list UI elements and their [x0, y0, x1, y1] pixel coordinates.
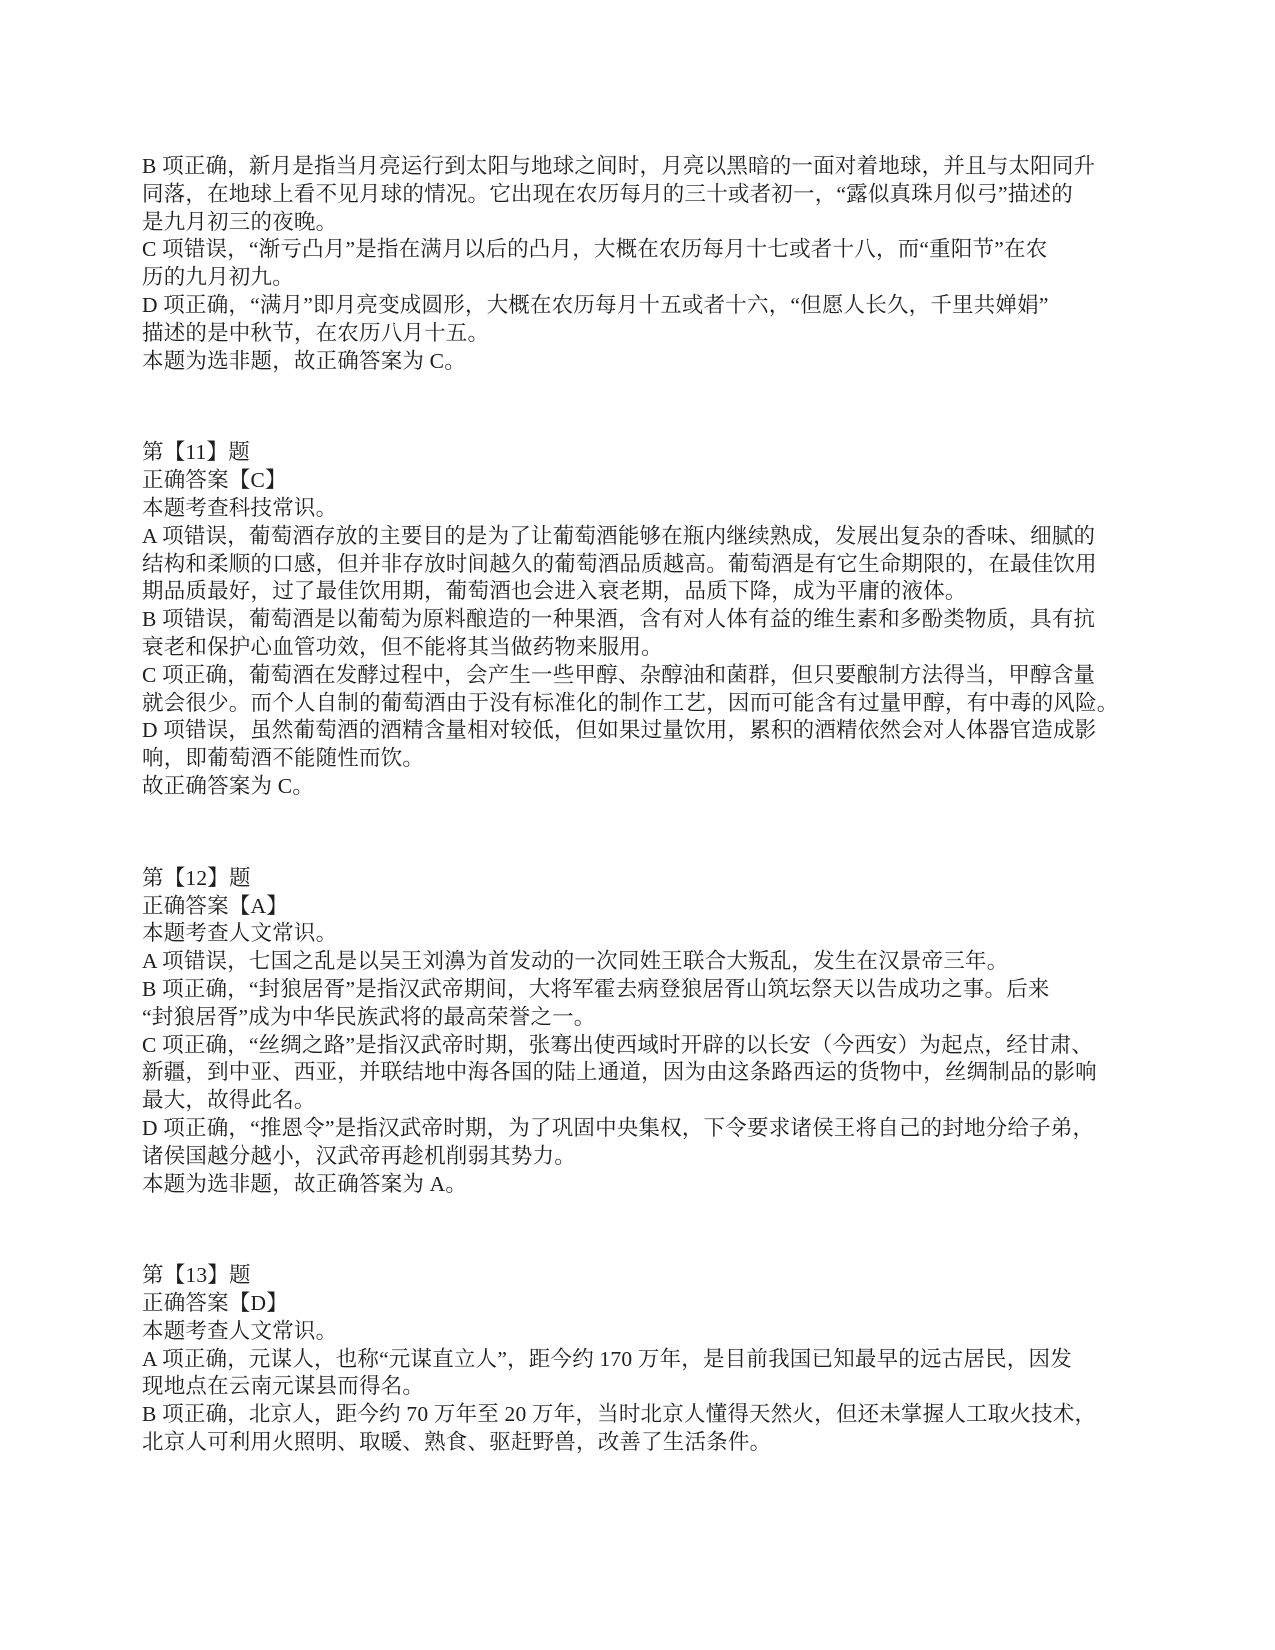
correct-answer-line: 正确答案【D】: [142, 1291, 288, 1316]
text-line: 衰老和保护心血管功效，但不能将其当做药物来服用。: [142, 634, 663, 659]
text-line: 是九月初三的夜晚。: [142, 209, 338, 234]
text-line: B 项错误，葡萄酒是以葡萄为原料酿造的一种果酒，含有对人体有益的维生素和多酚类物质，具有抗: [142, 607, 1096, 632]
answer-explanations: [142, 153, 1195, 1457]
text-line: 就会很少。而个人自制的葡萄酒由于没有标准化的制作工艺，因而可能含有过量甲醇，有中毒的风险。: [142, 690, 1119, 715]
text-line: 本题为选非题，故正确答案为 C。: [142, 348, 466, 373]
text-line: B 项正确，“封狼居胥”是指汉武帝期间，大将军霍去病登狼居胥山筑坛祭天以告成功之事。后来: [142, 976, 1050, 1001]
question-heading: 第【12】题: [142, 865, 251, 890]
text-line: “封狼居胥”成为中华民族武将的最高荣誉之一。: [142, 1004, 596, 1029]
answer-section: [142, 865, 1195, 1199]
text-line: D 项正确，“满月”即月亮变成圆形，大概在农历每月十五或者十六，“但愿人长久，千里共婵娟”: [142, 292, 1049, 317]
topic-line: 本题考查人文常识。: [142, 1318, 338, 1343]
text-line: 诸侯国越分越小，汉武帝再趁机削弱其势力。: [142, 1143, 577, 1168]
text-line: 同落，在地球上看不见月球的情况。它出现在农历每月的三十或者初一，“露似真珠月似弓”描述的: [142, 181, 1073, 206]
text-line: 新疆，到中亚、西亚，并联结地中海各国的陆上通道，因为由这条路西运的货物中，丝绸制品的影响: [142, 1060, 1097, 1085]
topic-line: 本题考查科技常识。: [142, 495, 338, 520]
text-line: C 项错误，“渐亏凸月”是指在满月以后的凸月，大概在农历每月十七或者十八，而“重阳节”在农: [142, 237, 1048, 262]
text-line: A 项正确，元谋人，也称“元谋直立人”，距今约 170 万年，是目前我国已知最早的远古居民，因发: [142, 1346, 1072, 1371]
answer-section: [142, 153, 1195, 375]
text-line: 故正确答案为 C。: [142, 773, 315, 798]
text-line: A 项错误，七国之乱是以吴王刘濞为首发动的一次同姓王联合大叛乱，发生在汉景帝三年。: [142, 949, 1009, 974]
answer-section: [142, 439, 1195, 800]
correct-answer-line: 正确答案【A】: [142, 893, 288, 918]
text-line: D 项错误，虽然葡萄酒的酒精含量相对较低，但如果过量饮用，累积的酒精依然会对人体器官造成影: [142, 718, 1097, 743]
text-line: D 项正确，“推恩令”是指汉武帝时期，为了巩固中央集权，下令要求诸侯王将自己的封地分给子弟，: [142, 1115, 1095, 1140]
text-line: B 项正确，新月是指当月亮运行到太阳与地球之间时，月亮以黑暗的一面对着地球，并且与太阳同升: [142, 154, 1096, 178]
correct-answer-line: 正确答案【C】: [142, 468, 287, 493]
text-line: 最大，故得此名。: [142, 1088, 316, 1113]
text-line: C 项正确，“丝绸之路”是指汉武帝时期，张骞出使西域时开辟的以长安（今西安）为起点，经甘肃、: [142, 1032, 1094, 1057]
text-line: B 项正确，北京人，距今约 70 万年至 20 万年，当时北京人懂得天然火，但还未掌握人工取火技术，: [142, 1402, 1097, 1427]
text-line: 北京人可利用火照明、取暖、熟食、驱赶野兽，改善了生活条件。: [142, 1430, 772, 1455]
text-line: A 项错误，葡萄酒存放的主要目的是为了让葡萄酒能够在瓶内继续熟成，发展出复杂的香味、细腻的: [142, 523, 1096, 548]
text-line: 结构和柔顺的口感，但并非存放时间越久的葡萄酒品质越高。葡萄酒是有它生命期限的，在最佳饮用: [142, 551, 1097, 576]
topic-line: 本题考查人文常识。: [142, 921, 338, 946]
text-line: C 项正确，葡萄酒在发酵过程中，会产生一些甲醇、杂醇油和菌群，但只要酿制方法得当，甲醇含量: [142, 662, 1096, 687]
text-line: 历的九月初九。: [142, 265, 294, 290]
answer-section: [142, 1262, 1195, 1457]
text-line: 期品质最好，过了最佳饮用期，葡萄酒也会进入衰老期，品质下降，成为平庸的液体。: [142, 579, 967, 604]
text-line: 描述的是中秋节，在农历八月十五。: [142, 320, 490, 345]
question-heading: 第【11】题: [142, 440, 250, 465]
text-line: 本题为选非题，故正确答案为 A。: [142, 1171, 468, 1196]
text-line: 现地点在云南元谋县而得名。: [142, 1374, 425, 1399]
question-heading: 第【13】题: [142, 1263, 251, 1288]
text-line: 响，即葡萄酒不能随性而饮。: [142, 746, 425, 771]
